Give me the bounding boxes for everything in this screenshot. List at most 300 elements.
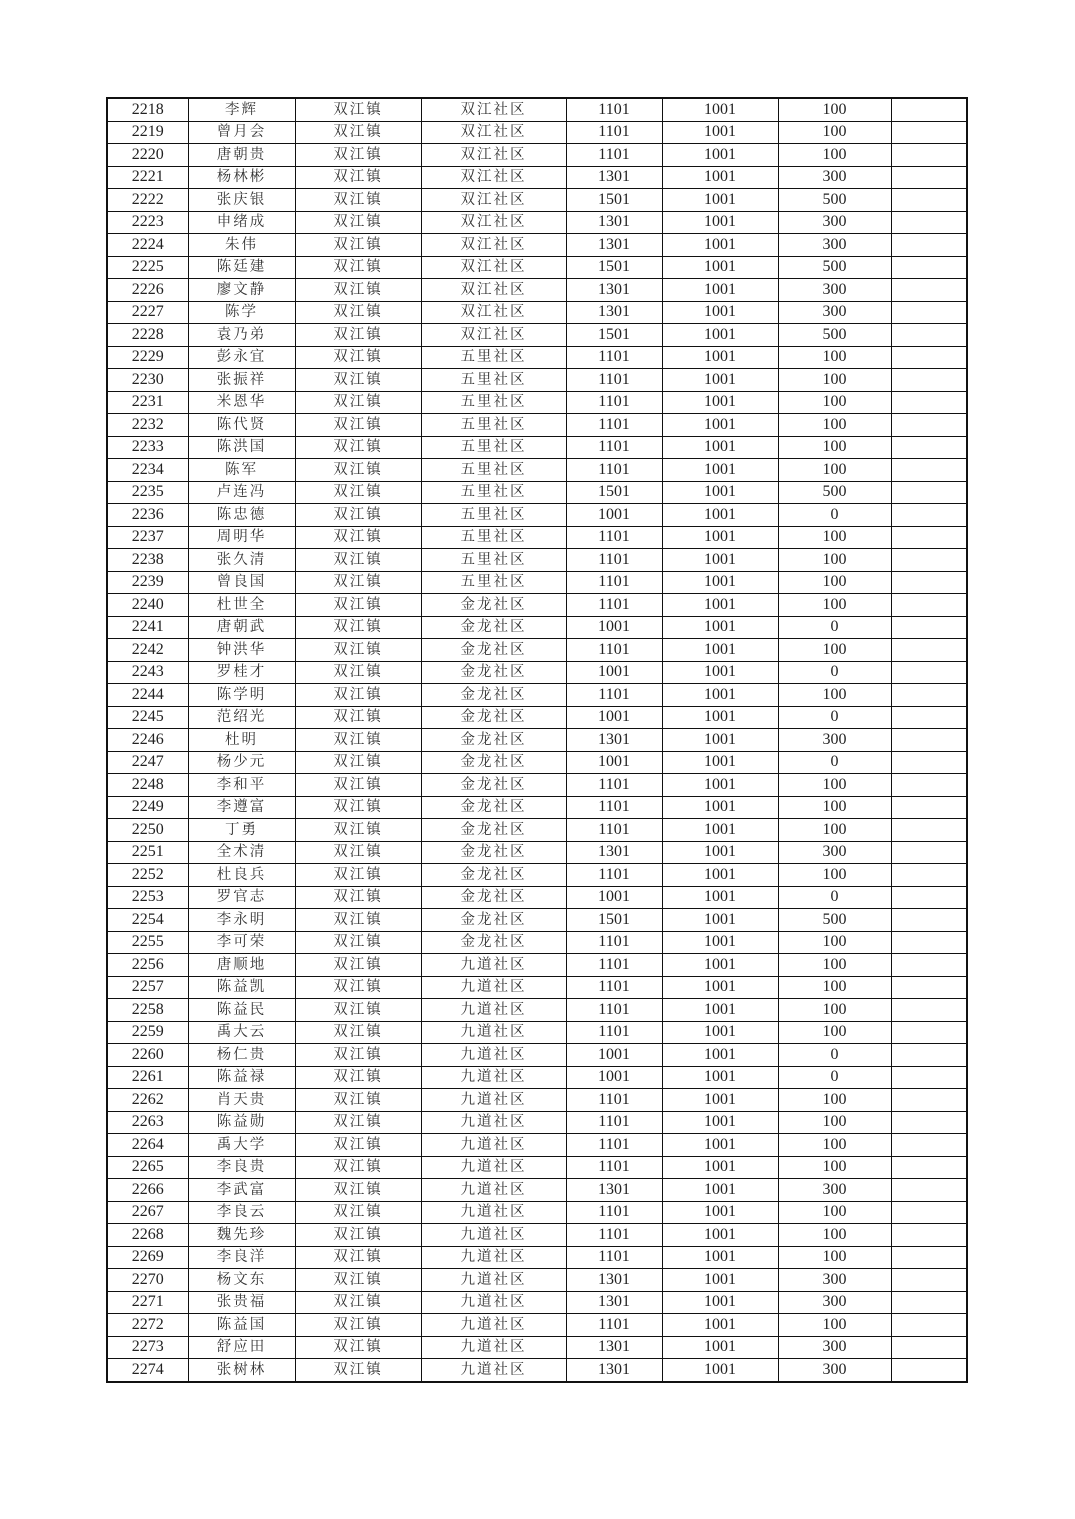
code-b-cell: 1001: [662, 729, 778, 752]
community-cell: 五里社区: [421, 346, 566, 369]
code-b-cell: 1001: [662, 954, 778, 977]
table-row: [107, 481, 967, 504]
code-a-cell: 1101: [566, 369, 662, 392]
town-cell: 双江镇: [295, 549, 421, 572]
remark-cell: [891, 189, 967, 212]
town-cell: 双江镇: [295, 166, 421, 189]
table-row: [107, 864, 967, 887]
community-cell: 金龙社区: [421, 864, 566, 887]
code-a-cell: 1301: [566, 166, 662, 189]
amount-cell: 100: [778, 414, 891, 437]
town-cell: 双江镇: [295, 1359, 421, 1382]
town-cell: 双江镇: [295, 391, 421, 414]
name-cell: 李良洋: [188, 1246, 295, 1269]
community-cell: 双江社区: [421, 121, 566, 144]
remark-cell: [891, 1156, 967, 1179]
code-b-cell: 1001: [662, 1044, 778, 1067]
code-b-cell: 1001: [662, 121, 778, 144]
name-cell: 罗桂才: [188, 661, 295, 684]
table-row: [107, 706, 967, 729]
code-b-cell: 1001: [662, 999, 778, 1022]
town-cell: 双江镇: [295, 414, 421, 437]
name-cell: 张树林: [188, 1359, 295, 1382]
row-number-cell: 2232: [107, 414, 188, 437]
code-b-cell: 1001: [662, 504, 778, 527]
code-a-cell: 1101: [566, 414, 662, 437]
remark-cell: [891, 909, 967, 932]
name-cell: 彭永宜: [188, 346, 295, 369]
row-number-cell: 2237: [107, 526, 188, 549]
row-number-cell: 2242: [107, 639, 188, 662]
table-row: [107, 436, 967, 459]
code-a-cell: 1101: [566, 976, 662, 999]
table-row: [107, 1359, 967, 1382]
amount-cell: 300: [778, 211, 891, 234]
row-number-cell: 2226: [107, 279, 188, 302]
code-b-cell: 1001: [662, 571, 778, 594]
town-cell: 双江镇: [295, 819, 421, 842]
table-row: [107, 189, 967, 212]
code-b-cell: 1001: [662, 369, 778, 392]
remark-cell: [891, 1066, 967, 1089]
code-b-cell: 1001: [662, 864, 778, 887]
code-a-cell: 1301: [566, 1291, 662, 1314]
community-cell: 九道社区: [421, 954, 566, 977]
amount-cell: 100: [778, 436, 891, 459]
table-row: [107, 1179, 967, 1202]
name-cell: 李辉: [188, 98, 295, 121]
amount-cell: 0: [778, 1044, 891, 1067]
table-row: [107, 886, 967, 909]
remark-cell: [891, 684, 967, 707]
name-cell: 张久清: [188, 549, 295, 572]
table-row: [107, 999, 967, 1022]
table-row: [107, 1044, 967, 1067]
code-b-cell: 1001: [662, 1291, 778, 1314]
community-cell: 九道社区: [421, 1201, 566, 1224]
community-cell: 五里社区: [421, 504, 566, 527]
code-b-cell: 1001: [662, 526, 778, 549]
table-row: [107, 324, 967, 347]
row-number-cell: 2250: [107, 819, 188, 842]
community-cell: 双江社区: [421, 234, 566, 257]
amount-cell: 300: [778, 1291, 891, 1314]
town-cell: 双江镇: [295, 1089, 421, 1112]
code-a-cell: 1101: [566, 1134, 662, 1157]
amount-cell: 300: [778, 729, 891, 752]
town-cell: 双江镇: [295, 706, 421, 729]
table-row: [107, 549, 967, 572]
table-row: [107, 684, 967, 707]
name-cell: 杨林彬: [188, 166, 295, 189]
code-a-cell: 1001: [566, 706, 662, 729]
table-row: [107, 526, 967, 549]
town-cell: 双江镇: [295, 234, 421, 257]
row-number-cell: 2223: [107, 211, 188, 234]
code-a-cell: 1301: [566, 234, 662, 257]
row-number-cell: 2265: [107, 1156, 188, 1179]
remark-cell: [891, 346, 967, 369]
row-number-cell: 2224: [107, 234, 188, 257]
amount-cell: 100: [778, 774, 891, 797]
name-cell: 李和平: [188, 774, 295, 797]
community-cell: 金龙社区: [421, 684, 566, 707]
remark-cell: [891, 571, 967, 594]
amount-cell: 100: [778, 1224, 891, 1247]
community-cell: 九道社区: [421, 1269, 566, 1292]
remark-cell: [891, 256, 967, 279]
table-row: [107, 211, 967, 234]
code-b-cell: 1001: [662, 1021, 778, 1044]
amount-cell: 300: [778, 1179, 891, 1202]
amount-cell: 300: [778, 301, 891, 324]
table-row: [107, 504, 967, 527]
row-number-cell: 2246: [107, 729, 188, 752]
row-number-cell: 2241: [107, 616, 188, 639]
code-b-cell: 1001: [662, 1224, 778, 1247]
community-cell: 双江社区: [421, 189, 566, 212]
code-b-cell: 1001: [662, 391, 778, 414]
town-cell: 双江镇: [295, 1179, 421, 1202]
name-cell: 米恩华: [188, 391, 295, 414]
code-b-cell: 1001: [662, 459, 778, 482]
amount-cell: 100: [778, 144, 891, 167]
community-cell: 金龙社区: [421, 729, 566, 752]
code-b-cell: 1001: [662, 144, 778, 167]
table-row: [107, 571, 967, 594]
name-cell: 唐顺地: [188, 954, 295, 977]
code-a-cell: 1101: [566, 121, 662, 144]
code-a-cell: 1001: [566, 1044, 662, 1067]
remark-cell: [891, 436, 967, 459]
remark-cell: [891, 98, 967, 121]
code-a-cell: 1501: [566, 324, 662, 347]
code-a-cell: 1101: [566, 999, 662, 1022]
code-b-cell: 1001: [662, 684, 778, 707]
row-number-cell: 2219: [107, 121, 188, 144]
remark-cell: [891, 1336, 967, 1359]
code-a-cell: 1301: [566, 1179, 662, 1202]
town-cell: 双江镇: [295, 98, 421, 121]
amount-cell: 100: [778, 864, 891, 887]
community-cell: 金龙社区: [421, 706, 566, 729]
table-row: [107, 909, 967, 932]
town-cell: 双江镇: [295, 1066, 421, 1089]
amount-cell: 300: [778, 841, 891, 864]
code-a-cell: 1301: [566, 279, 662, 302]
code-a-cell: 1301: [566, 1269, 662, 1292]
code-a-cell: 1501: [566, 189, 662, 212]
code-b-cell: 1001: [662, 481, 778, 504]
name-cell: 李武富: [188, 1179, 295, 1202]
amount-cell: 100: [778, 346, 891, 369]
remark-cell: [891, 639, 967, 662]
town-cell: 双江镇: [295, 616, 421, 639]
amount-cell: 100: [778, 594, 891, 617]
name-cell: 魏先珍: [188, 1224, 295, 1247]
community-cell: 双江社区: [421, 98, 566, 121]
name-cell: 范绍光: [188, 706, 295, 729]
amount-cell: 100: [778, 1111, 891, 1134]
amount-cell: 0: [778, 661, 891, 684]
remark-cell: [891, 954, 967, 977]
code-b-cell: 1001: [662, 909, 778, 932]
amount-cell: 100: [778, 999, 891, 1022]
code-a-cell: 1101: [566, 1246, 662, 1269]
remark-cell: [891, 774, 967, 797]
town-cell: 双江镇: [295, 481, 421, 504]
table-row: [107, 256, 967, 279]
town-cell: 双江镇: [295, 976, 421, 999]
name-cell: 陈益禄: [188, 1066, 295, 1089]
code-b-cell: 1001: [662, 976, 778, 999]
code-b-cell: 1001: [662, 324, 778, 347]
name-cell: 舒应田: [188, 1336, 295, 1359]
town-cell: 双江镇: [295, 279, 421, 302]
code-b-cell: 1001: [662, 774, 778, 797]
remark-cell: [891, 166, 967, 189]
row-number-cell: 2257: [107, 976, 188, 999]
code-a-cell: 1101: [566, 1111, 662, 1134]
table-row: [107, 391, 967, 414]
table-row: [107, 121, 967, 144]
table-row: [107, 346, 967, 369]
town-cell: 双江镇: [295, 1156, 421, 1179]
community-cell: 双江社区: [421, 301, 566, 324]
name-cell: 唐朝贵: [188, 144, 295, 167]
town-cell: 双江镇: [295, 121, 421, 144]
town-cell: 双江镇: [295, 639, 421, 662]
table-row: [107, 594, 967, 617]
community-cell: 五里社区: [421, 549, 566, 572]
row-number-cell: 2264: [107, 1134, 188, 1157]
remark-cell: [891, 1021, 967, 1044]
town-cell: 双江镇: [295, 459, 421, 482]
remark-cell: [891, 864, 967, 887]
code-a-cell: 1301: [566, 211, 662, 234]
remark-cell: [891, 301, 967, 324]
name-cell: 钟洪华: [188, 639, 295, 662]
remark-cell: [891, 504, 967, 527]
code-a-cell: 1101: [566, 526, 662, 549]
code-b-cell: 1001: [662, 346, 778, 369]
table-row: [107, 1201, 967, 1224]
code-a-cell: 1101: [566, 1021, 662, 1044]
code-a-cell: 1001: [566, 1066, 662, 1089]
amount-cell: 100: [778, 639, 891, 662]
amount-cell: 0: [778, 706, 891, 729]
community-cell: 五里社区: [421, 571, 566, 594]
community-cell: 九道社区: [421, 1359, 566, 1382]
remark-cell: [891, 661, 967, 684]
table-row: [107, 774, 967, 797]
code-a-cell: 1101: [566, 98, 662, 121]
code-b-cell: 1001: [662, 886, 778, 909]
community-cell: 九道社区: [421, 1246, 566, 1269]
name-cell: 李可荣: [188, 931, 295, 954]
amount-cell: 300: [778, 279, 891, 302]
town-cell: 双江镇: [295, 369, 421, 392]
table-row: [107, 301, 967, 324]
amount-cell: 300: [778, 166, 891, 189]
row-number-cell: 2243: [107, 661, 188, 684]
row-number-cell: 2255: [107, 931, 188, 954]
table-row: [107, 414, 967, 437]
code-b-cell: 1001: [662, 1089, 778, 1112]
code-a-cell: 1301: [566, 729, 662, 752]
name-cell: 朱伟: [188, 234, 295, 257]
town-cell: 双江镇: [295, 886, 421, 909]
table-row: [107, 1134, 967, 1157]
remark-cell: [891, 931, 967, 954]
name-cell: 罗官志: [188, 886, 295, 909]
code-b-cell: 1001: [662, 706, 778, 729]
town-cell: 双江镇: [295, 841, 421, 864]
remark-cell: [891, 1111, 967, 1134]
code-b-cell: 1001: [662, 1314, 778, 1337]
code-b-cell: 1001: [662, 1134, 778, 1157]
table-row: [107, 819, 967, 842]
remark-cell: [891, 706, 967, 729]
code-a-cell: 1501: [566, 909, 662, 932]
amount-cell: 0: [778, 886, 891, 909]
community-cell: 九道社区: [421, 1336, 566, 1359]
community-cell: 九道社区: [421, 1021, 566, 1044]
community-cell: 金龙社区: [421, 639, 566, 662]
code-b-cell: 1001: [662, 98, 778, 121]
row-number-cell: 2273: [107, 1336, 188, 1359]
name-cell: 陈军: [188, 459, 295, 482]
code-b-cell: 1001: [662, 549, 778, 572]
name-cell: 陈代贤: [188, 414, 295, 437]
town-cell: 双江镇: [295, 729, 421, 752]
town-cell: 双江镇: [295, 526, 421, 549]
code-a-cell: 1101: [566, 1201, 662, 1224]
community-cell: 五里社区: [421, 481, 566, 504]
code-a-cell: 1501: [566, 256, 662, 279]
community-cell: 金龙社区: [421, 751, 566, 774]
code-a-cell: 1301: [566, 301, 662, 324]
code-a-cell: 1101: [566, 391, 662, 414]
remark-cell: [891, 526, 967, 549]
town-cell: 双江镇: [295, 144, 421, 167]
code-a-cell: 1101: [566, 436, 662, 459]
code-b-cell: 1001: [662, 751, 778, 774]
town-cell: 双江镇: [295, 1044, 421, 1067]
table-row: [107, 1066, 967, 1089]
community-cell: 五里社区: [421, 369, 566, 392]
table-row: [107, 98, 967, 121]
code-a-cell: 1101: [566, 954, 662, 977]
remark-cell: [891, 796, 967, 819]
row-number-cell: 2220: [107, 144, 188, 167]
code-b-cell: 1001: [662, 166, 778, 189]
code-a-cell: 1101: [566, 549, 662, 572]
code-b-cell: 1001: [662, 1359, 778, 1382]
code-a-cell: 1101: [566, 931, 662, 954]
code-a-cell: 1101: [566, 684, 662, 707]
name-cell: 袁乃弟: [188, 324, 295, 347]
remark-cell: [891, 751, 967, 774]
code-b-cell: 1001: [662, 279, 778, 302]
amount-cell: 100: [778, 526, 891, 549]
town-cell: 双江镇: [295, 346, 421, 369]
remark-cell: [891, 976, 967, 999]
code-a-cell: 1001: [566, 886, 662, 909]
remark-cell: [891, 1269, 967, 1292]
name-cell: 禹大云: [188, 1021, 295, 1044]
code-b-cell: 1001: [662, 1246, 778, 1269]
row-number-cell: 2248: [107, 774, 188, 797]
amount-cell: 100: [778, 1201, 891, 1224]
row-number-cell: 2222: [107, 189, 188, 212]
row-number-cell: 2271: [107, 1291, 188, 1314]
code-a-cell: 1101: [566, 144, 662, 167]
row-number-cell: 2227: [107, 301, 188, 324]
row-number-cell: 2270: [107, 1269, 188, 1292]
table-row: [107, 841, 967, 864]
community-cell: 双江社区: [421, 324, 566, 347]
row-number-cell: 2249: [107, 796, 188, 819]
name-cell: 杜世全: [188, 594, 295, 617]
community-cell: 五里社区: [421, 526, 566, 549]
town-cell: 双江镇: [295, 774, 421, 797]
amount-cell: 0: [778, 751, 891, 774]
remark-cell: [891, 819, 967, 842]
community-cell: 金龙社区: [421, 661, 566, 684]
community-cell: 金龙社区: [421, 909, 566, 932]
town-cell: 双江镇: [295, 571, 421, 594]
amount-cell: 100: [778, 1156, 891, 1179]
amount-cell: 500: [778, 324, 891, 347]
code-b-cell: 1001: [662, 1066, 778, 1089]
town-cell: 双江镇: [295, 954, 421, 977]
remark-cell: [891, 144, 967, 167]
amount-cell: 100: [778, 1134, 891, 1157]
amount-cell: 500: [778, 909, 891, 932]
name-cell: 陈廷建: [188, 256, 295, 279]
name-cell: 张贵福: [188, 1291, 295, 1314]
community-cell: 九道社区: [421, 1066, 566, 1089]
amount-cell: 300: [778, 234, 891, 257]
remark-cell: [891, 234, 967, 257]
row-number-cell: 2231: [107, 391, 188, 414]
row-number-cell: 2230: [107, 369, 188, 392]
row-number-cell: 2251: [107, 841, 188, 864]
town-cell: 双江镇: [295, 1134, 421, 1157]
code-b-cell: 1001: [662, 436, 778, 459]
community-cell: 九道社区: [421, 1044, 566, 1067]
community-cell: 九道社区: [421, 1291, 566, 1314]
town-cell: 双江镇: [295, 999, 421, 1022]
town-cell: 双江镇: [295, 504, 421, 527]
table-row: [107, 729, 967, 752]
table-row: [107, 616, 967, 639]
community-cell: 九道社区: [421, 1224, 566, 1247]
name-cell: 张庆银: [188, 189, 295, 212]
code-b-cell: 1001: [662, 931, 778, 954]
code-b-cell: 1001: [662, 661, 778, 684]
name-cell: 曾良国: [188, 571, 295, 594]
row-number-cell: 2229: [107, 346, 188, 369]
town-cell: 双江镇: [295, 864, 421, 887]
code-a-cell: 1101: [566, 1156, 662, 1179]
remark-cell: [891, 1134, 967, 1157]
code-b-cell: 1001: [662, 1179, 778, 1202]
community-cell: 九道社区: [421, 1156, 566, 1179]
remark-cell: [891, 841, 967, 864]
amount-cell: 100: [778, 1246, 891, 1269]
